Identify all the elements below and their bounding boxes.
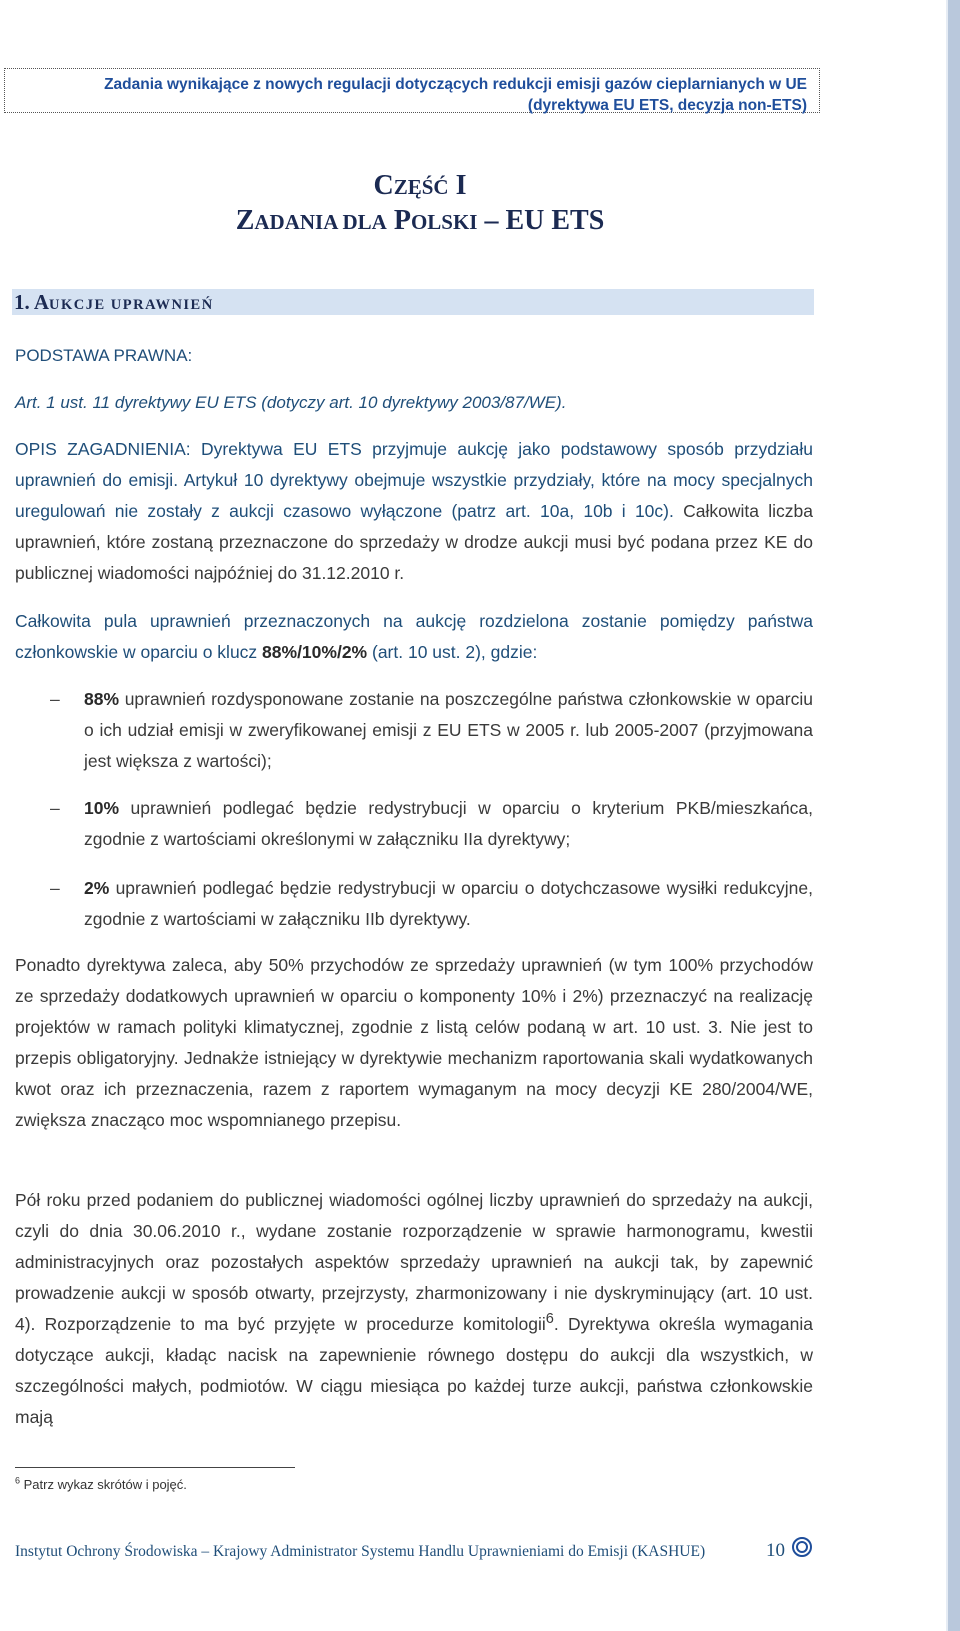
legal-basis-text: Art. 1 ust. 11 dyrektywy EU ETS (dotyczy art. 10 dyrektywy 2003/87/WE). bbox=[15, 393, 567, 412]
section-heading-bar bbox=[12, 289, 814, 315]
part-subtitle-cap-z: Z bbox=[235, 205, 255, 236]
part-title bbox=[0, 168, 840, 205]
dash-bullet-icon: – bbox=[50, 878, 60, 898]
pool-text-1: Całkowita pula uprawnień przeznaczonych na aukcję rozdzielona zostanie pomiędzy państwa członkowskie w oparciu o klucz bbox=[15, 611, 813, 662]
footnote-text: Patrz wykaz skrótów i pojęć. bbox=[20, 1477, 187, 1492]
list-item-percent: 88% bbox=[84, 689, 120, 709]
pool-key: 88%/10%/2% bbox=[262, 642, 368, 662]
description-label: OPIS ZAGADNIENIA: bbox=[15, 439, 191, 459]
section-number: 1. bbox=[14, 290, 34, 314]
pool-paragraph bbox=[15, 606, 813, 668]
footnote bbox=[15, 1476, 187, 1494]
section-cap: A bbox=[33, 290, 50, 314]
footnote-number: 6 bbox=[15, 1475, 21, 1486]
description-text-3: Całkowita liczba uprawnień, które zostaną przeznaczone do sprzedaży w drodze aukcji musi być podana przez KE do publicznej wiadomości najpóźniej do 31.12.2010 r. bbox=[15, 501, 813, 583]
list-item bbox=[50, 793, 813, 855]
regulation-text-1: Pół roku przed podaniem do publicznej wiadomości ogólnej liczby uprawnień do sprzedaży na aukcji, czyli do dnia 30.06.2010 r., wydane zostanie rozporządzenie w sprawie harmonogramu, kwestii administracyjnych oraz pozostałych aspektów sprzedaży uprawnień na aukcji tak, by zapewnić prowadzenie aukcji w sposób otwarty, przejrzysty, zharmonizowany i nie dyskryminujący (art. 10 ust. 4). Rozporządzenie to ma być przyjęte w procedurze komitologii bbox=[15, 1190, 813, 1334]
list-item-percent: 10% bbox=[84, 798, 120, 818]
part-subtitle-cap-p: P bbox=[386, 205, 411, 236]
footnote-reference[interactable]: 6 bbox=[545, 1311, 554, 1328]
concentric-circles-icon bbox=[791, 1536, 813, 1558]
list-item bbox=[50, 873, 813, 935]
section-smallcaps: UKCJE UPRAWNIEŃ bbox=[49, 297, 214, 313]
dash-bullet-icon: – bbox=[50, 689, 60, 709]
footnote-separator bbox=[15, 1467, 295, 1468]
description-text-1: Dyrektywa EU ETS przyjmuje aukcję jako podstawowy sposób przydziału uprawnień do emisji. bbox=[15, 439, 813, 490]
list-item-body: uprawnień rozdysponowane zostanie na poszczególne państwa członkowskie w oparciu o ich udział emisji w zweryfikowanej emisji z EU ETS w 2005 r. lub 2005-2007 (przyjmowana jest większa z wartości); bbox=[84, 689, 813, 771]
list-item-text bbox=[84, 873, 813, 935]
part-subtitle-smallcaps-1: ADANIA DLA bbox=[254, 210, 387, 234]
part-title-cap: C bbox=[373, 170, 394, 201]
legal-basis-heading: PODSTAWA PRAWNA: bbox=[15, 346, 193, 365]
list-item-text bbox=[84, 793, 813, 855]
list-item-body: uprawnień podlegać będzie redystrybucji w oparciu o dotychczasowe wysiłki redukcyjne, zgodnie z wartościami w załączniku IIb dyrektywy. bbox=[84, 878, 813, 929]
part-title-smallcaps: ZĘŚĆ bbox=[393, 175, 449, 199]
regulation-text-2: . Dyrektywa określa wymagania dotyczące aukcji, kładąc nacisk na zapewnienie równego dostępu do aukcji dla wszystkich, w szczególności małych, podmiotów. W ciągu miesiąca po każdej turze aukcji, państwa członkowskie mają bbox=[15, 1314, 813, 1427]
part-subtitle-rest: – EU ETS bbox=[477, 205, 605, 236]
running-header bbox=[4, 68, 820, 113]
part-subtitle-smallcaps-2: OLSKI bbox=[410, 210, 478, 234]
pool-text-2: (art. 10 ust. 2), gdzie: bbox=[367, 642, 538, 662]
page-number: 10 bbox=[766, 1540, 785, 1561]
revenue-paragraph: Ponadto dyrektywa zaleca, aby 50% przychodów ze sprzedaży uprawnień (w tym 100% przychodów ze sprzedaży dodatkowych uprawnień w oparciu o komponenty 10% i 2%) przeznaczyć na realizację projektów w ramach polityki klimatycznej, zgodnie z listą celów podaną w art. 10 ust. 3. Nie jest to przepis obligatoryjny. Jednakże istniejący w dyrektywie mechanizm raportowania skali wydatkowanych kwot oraz ich przeznaczenia, razem z raportem wymaganym na mocy decyzji KE 280/2004/WE, zwiększa znacząco moc wspomnianego przepisu. bbox=[15, 955, 813, 1130]
regulation-paragraph bbox=[15, 1185, 813, 1433]
list-item-percent: 2% bbox=[84, 878, 110, 898]
list-item bbox=[50, 684, 813, 777]
part-subtitle bbox=[0, 203, 840, 240]
dash-bullet-icon: – bbox=[50, 798, 60, 818]
list-item-body: uprawnień podlegać będzie redystrybucji w oparciu o kryterium PKB/mieszkańca, zgodnie z wartościami określonymi w załączniku IIa dyrektywy; bbox=[84, 798, 813, 849]
running-header-line-1: Zadania wynikające z nowych regulacji dotyczących redukcji emisji gazów cieplarnianych w UE bbox=[104, 76, 807, 93]
list-item-text bbox=[84, 684, 813, 777]
part-title-numeral: I bbox=[448, 170, 467, 201]
description-paragraph bbox=[15, 434, 813, 589]
right-margin-bar bbox=[948, 0, 960, 1631]
page-footer-text: Instytut Ochrony Środowiska – Krajowy Administrator Systemu Handlu Uprawnieniami do Emisji (KASHUE) bbox=[15, 1543, 706, 1560]
description-text-2: Artykuł 10 dyrektywy obejmuje wszystkie przydziały, które na mocy specjalnych uregulowań nie zostały z aukcji czasowo wyłączone (patrz art. 10a, 10b i 10c). bbox=[15, 470, 813, 521]
running-header-line-2: (dyrektywa EU ETS, decyzja non-ETS) bbox=[527, 97, 807, 114]
